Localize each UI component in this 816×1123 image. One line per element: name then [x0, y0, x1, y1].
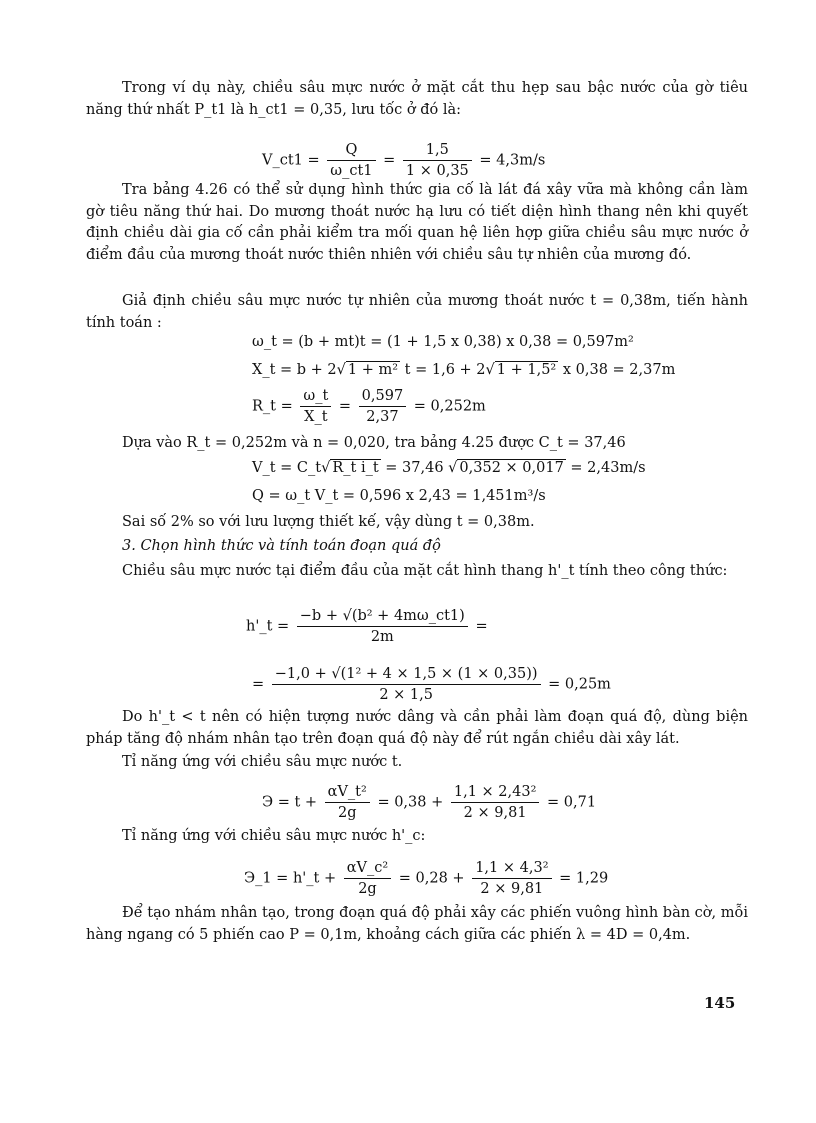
- eq-part: = 0,28 +: [398, 870, 465, 887]
- frac-den: ω_ct1: [330, 163, 373, 179]
- eq-lhs: h'_t =: [246, 618, 290, 635]
- eq-part: x 0,38 = 2,37m: [558, 362, 676, 378]
- frac-den: 1 × 0,35: [405, 163, 469, 179]
- eq-lhs: Э = t +: [262, 794, 318, 811]
- frac-den: 2 × 1,5: [379, 687, 433, 703]
- eq-part: V_t = C_t: [252, 460, 322, 476]
- frac-num: αV_c²: [344, 858, 391, 879]
- equation-ht-numeric: = $\frac{\text{−1,0 + √(1² + 4 × 1,5 × (1 × 0,35))}}{2 \times 1,5}$ = 0,25m: [252, 666, 611, 703]
- paragraph-assumption: Giả định chiều sâu mực nước tự nhiên của mương thoát nước t = 0,38m, tiến hành tính toán :: [86, 293, 748, 331]
- paragraph-ht-formula: Chiều sâu mực nước tại điểm đầu của mặt cắt hình thang h'_t tính theo công thức:: [122, 563, 728, 579]
- equation-rt: R_t = $\frac{\omega\_t}{X\_t}$ = $\frac{0,597}{2,37}$ = 0,252m: [252, 388, 486, 425]
- frac-den: 2,37: [366, 409, 399, 425]
- frac-den: 2m: [370, 629, 394, 645]
- equation-energy-t: [262, 782, 596, 823]
- frac-den: 2 × 9,81: [480, 881, 544, 897]
- paragraph-intro: Trong ví dụ này, chiều sâu mực nước ở mặt cắt thu hẹp sau bậc nước của gờ tiêu năng thứ nhất P_t1 là h_ct1 = 0,35, lưu tốc ở đó là:: [86, 80, 748, 118]
- paragraph-rt: Dựa vào R_t = 0,252m và n = 0,020, tra bảng 4.25 được C_t = 37,46: [122, 435, 626, 451]
- equation-omega: ω_t = (b + mt)t = (1 + 1,5 x 0,38) x 0,38 = 0,597m²: [252, 334, 634, 350]
- paragraph-table-4-26: Tra bảng 4.26 có thể sử dụng hình thức gia cố là lát đá xây vữa mà không cần làm gờ tiêu năng thứ hai. Do mương thoát nước hạ lưu có tiết diện hình thang nên khi quyết định chiều dài gia cố cần phải kiểm tra mối quan hệ liên hợp giữa chiều sâu mực nước ở điểm đầu của mương thoát nước thiên nhiên với chiều sâu tự nhiên của mương đó.: [86, 182, 748, 263]
- paragraph-transition: Do h'_t < t nên có hiện tượng nước dâng và cần phải làm đoạn quá độ, dùng biện pháp tăng độ nhám nhân tạo trên đoạn quá độ này để rút ngắn chiều dài xây lát.: [86, 709, 748, 747]
- equation-q: Q = ω_t V_t = 0,596 x 2,43 = 1,451m³/s: [252, 488, 546, 504]
- eq-lhs: R_t =: [252, 398, 293, 415]
- equation-v-ct1: V_ct1 = $\frac{Q}{\omega\_ct1}$ = $\frac{1,5}{1 \times 0,35}$ = 4,3m/s: [262, 142, 546, 179]
- eq-result: = 0,71: [547, 794, 597, 811]
- eq-result: = 0,252m: [413, 398, 486, 415]
- equation-energy-hc: [244, 858, 608, 899]
- equation-chi: X_t = b + 2√ 1 + m² t = 1,6 + 2√ 1 + 1,5² x 0,38 = 2,37m: [252, 362, 676, 378]
- eq-result: = 1,29: [559, 870, 609, 887]
- eq-part: = 2,43m/s: [565, 460, 646, 476]
- frac-num: −1,0 + √(1² + 4 × 1,5 × (1 × 0,35)): [272, 664, 541, 685]
- radicand: R_t i_t: [332, 460, 379, 476]
- eq-part: X_t = b + 2: [252, 362, 337, 378]
- eq-rhs: =: [475, 618, 488, 635]
- radicand: 0,352 × 0,017: [459, 460, 564, 476]
- eq-lhs: Э_1 = h'_t +: [244, 870, 337, 887]
- paragraph-energy-t: Tỉ năng ứng với chiều sâu mực nước t.: [122, 754, 403, 770]
- radicand: 1 + m²: [347, 362, 399, 378]
- eq-part: = 0,38 +: [377, 794, 444, 811]
- page-number: 145: [704, 994, 736, 1012]
- eq-lhs: V_ct1 =: [262, 152, 320, 169]
- frac-num: Q: [327, 140, 375, 161]
- frac-num: 1,1 × 4,3²: [472, 858, 551, 879]
- eq-part: t = 1,6 + 2: [400, 362, 486, 378]
- eq-result: = 4,3m/s: [479, 152, 546, 169]
- frac-num: 0,597: [359, 386, 407, 407]
- frac-den: 2g: [358, 881, 377, 897]
- frac-den: 2g: [337, 805, 357, 821]
- frac-num: 1,1 × 2,43²: [451, 782, 540, 803]
- eq-part: = 37,46: [380, 460, 449, 476]
- equation-vt: V_t = C_t√ R_t i_t = 37,46 √ 0,352 × 0,017 = 2,43m/s: [252, 460, 646, 476]
- paragraph-roughness: Để tạo nhám nhân tạo, trong đoạn quá độ phải xây các phiến vuông hình bàn cờ, mỗi hàng ngang có 5 phiến cao P = 0,1m, khoảng cách giữa các phiến λ = 4D = 0,4m.: [86, 905, 748, 943]
- radicand: 1 + 1,5²: [496, 362, 557, 378]
- frac-num: 1,5: [403, 140, 472, 161]
- paragraph-energy-hc: Tỉ năng ứng với chiều sâu mực nước h'_c:: [122, 828, 426, 844]
- frac-num: ω_t: [300, 386, 331, 407]
- frac-den: 2 × 9,81: [463, 805, 527, 821]
- frac-num: −b + √(b² + 4mω_ct1): [297, 606, 468, 627]
- equation-ht-general: [246, 606, 488, 647]
- section-heading-3: 3. Chọn hình thức và tính toán đoạn quá độ: [122, 538, 441, 554]
- frac-den: X_t: [304, 409, 328, 425]
- eq-result: = 0,25m: [548, 676, 611, 693]
- frac-num: αV_t²: [325, 782, 370, 803]
- paragraph-error: Sai số 2% so với lưu lượng thiết kế, vậy dùng t = 0,38m.: [122, 514, 535, 530]
